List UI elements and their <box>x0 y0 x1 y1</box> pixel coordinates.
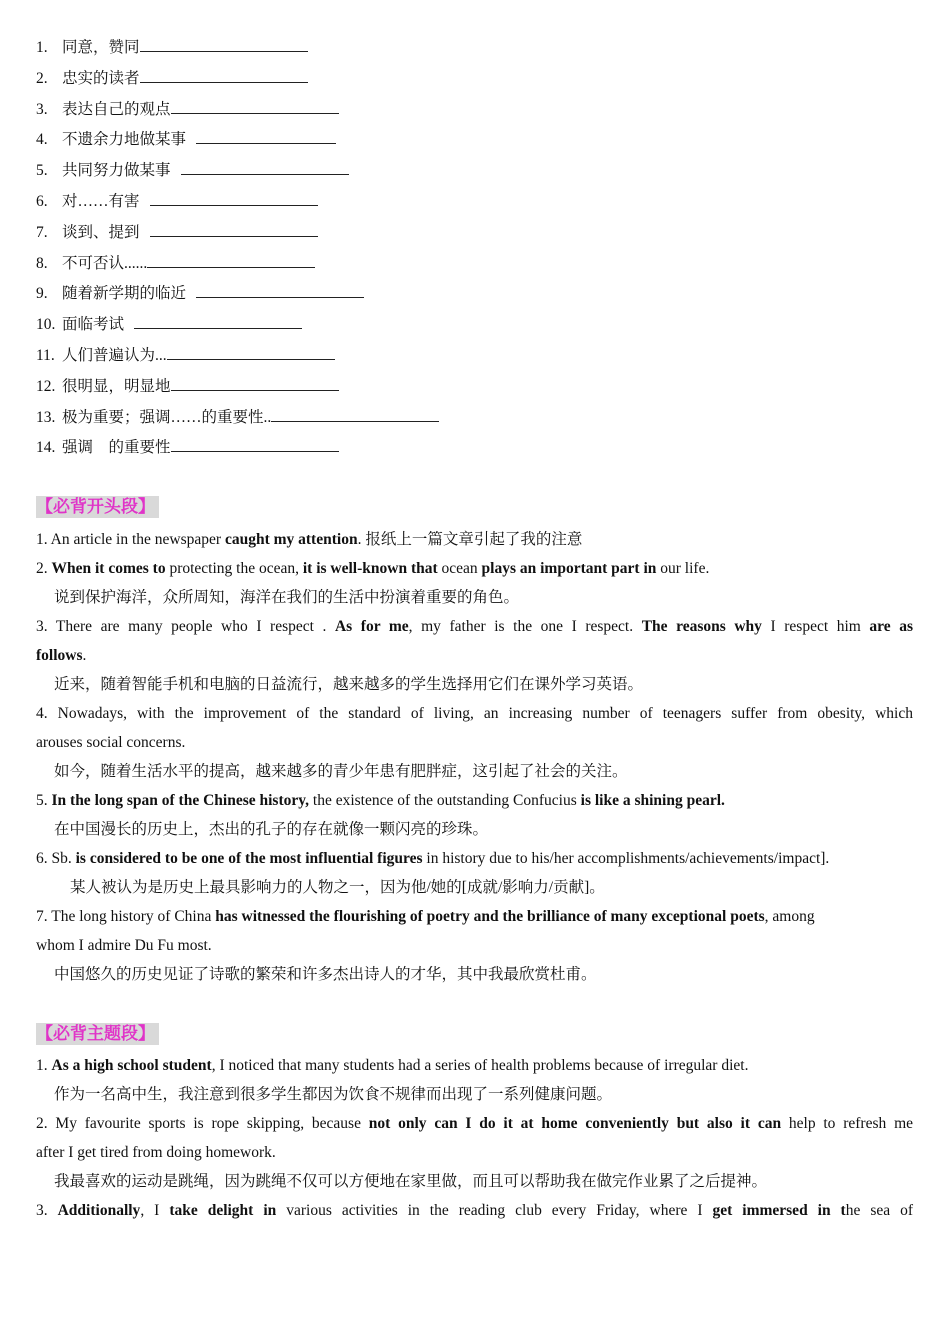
fill-item-prompt: 共同努力做某事 <box>62 162 171 180</box>
fill-item <box>36 376 339 397</box>
opening-sentence-4: 4. Nowadays, with the improvement of the standard of living, an increasing number of teenagers suffer from obesity, which <box>36 705 913 722</box>
fill-item-prompt: 忠实的读者 <box>62 69 140 87</box>
opening-translation-3: 近来，随着智能手机和电脑的日益流行，越来越多的学生选择用它们在课外学习英语。 <box>54 676 644 693</box>
opening-sentence-1: 1. An article in the newspaper caught my attention. 报纸上一篇文章引起了我的注意 <box>36 531 583 548</box>
answer-blank[interactable] <box>196 129 336 144</box>
theme-translation-1: 作为一名高中生，我注意到很多学生都因为饮食不规律而出现了一系列健康问题。 <box>54 1086 613 1103</box>
fill-item-prompt: 同意，赞同 <box>62 39 140 56</box>
fill-item-prompt: 对……有害 <box>62 193 140 210</box>
opening-translation-4: 如今，随着生活水平的提高，越来越多的青少年患有肥胖症，这引起了社会的关注。 <box>54 763 628 780</box>
fill-item-prompt: 强调 的重要性 <box>62 439 171 457</box>
fill-item-prompt: 不遗余力地做某事 <box>62 131 187 149</box>
fill-item-number: 7. <box>36 223 48 241</box>
answer-blank[interactable] <box>140 37 308 52</box>
fill-item <box>36 129 336 150</box>
fill-item-number: 3. <box>36 100 48 118</box>
fill-item-prompt: 极为重要；强调……的重要性.. <box>62 408 272 426</box>
theme-sentence-2: 2. My favourite sports is rope skipping, because not only can I do it at home conveniently but also it can help to refresh me <box>36 1115 913 1132</box>
fill-item-prompt: 表达自己的观点 <box>62 100 171 118</box>
opening-translation-6: 某人被认为是历史上最具影响力的人物之一，因为他/她的[成就/影响力/贡献]。 <box>70 879 605 896</box>
fill-item-number: 2. <box>36 69 48 87</box>
answer-blank[interactable] <box>181 160 349 175</box>
fill-item <box>36 99 339 120</box>
answer-blank[interactable] <box>171 437 339 452</box>
fill-item <box>36 345 335 366</box>
fill-item <box>36 160 349 181</box>
answer-blank[interactable] <box>171 376 339 391</box>
opening-sentence-4-cont: arouses social concerns. <box>36 734 186 751</box>
fill-item-prompt: 不可否认...... <box>62 254 148 272</box>
fill-item-number: 4. <box>36 131 48 149</box>
fill-item <box>36 68 308 89</box>
section-heading-theme: 【必背主题段】 <box>36 1023 159 1045</box>
section-heading-opening: 【必背开头段】 <box>36 496 159 518</box>
fill-item-number: 10. <box>36 316 56 334</box>
answer-blank[interactable] <box>147 253 315 268</box>
fill-item <box>36 407 439 428</box>
opening-sentence-5: 5. In the long span of the Chinese history, the existence of the outstanding Confucius is like a shining pearl. <box>36 792 725 809</box>
fill-item-prompt: 很明显，明显地 <box>62 377 171 395</box>
fill-item-number: 5. <box>36 162 48 180</box>
opening-sentence-3-cont: follows. <box>36 647 87 664</box>
answer-blank[interactable] <box>171 99 339 114</box>
fill-item-number: 14. <box>36 439 56 457</box>
opening-sentence-6: 6. Sb. is considered to be one of the most influential figures in history due to his/her accomplishments/achievements/impact]. <box>36 850 830 867</box>
theme-translation-2: 我最喜欢的运动是跳绳，因为跳绳不仅可以方便地在家里做，而且可以帮助我在做完作业累了之后提神。 <box>54 1173 768 1190</box>
fill-item-number: 11. <box>36 347 55 364</box>
fill-item-number: 8. <box>36 254 48 272</box>
fill-item-number: 9. <box>36 285 48 303</box>
theme-sentence-3: 3. Additionally, I take delight in various activities in the reading club every Friday, where I get immersed in the sea of <box>36 1202 914 1219</box>
theme-sentence-1: 1. As a high school student, I noticed that many students had a series of health problems because of irregular diet. <box>36 1057 749 1074</box>
fill-item <box>36 283 364 304</box>
fill-item-number: 12. <box>36 377 56 395</box>
theme-sentence-2-cont: after I get tired from doing homework. <box>36 1144 276 1161</box>
answer-blank[interactable] <box>134 314 302 329</box>
opening-sentence-2: 2. When it comes to protecting the ocean, it is well-known that ocean plays an important part in our life. <box>36 560 710 577</box>
fill-item-prompt: 谈到、提到 <box>62 223 140 241</box>
opening-translation-2: 说到保护海洋，众所周知，海洋在我们的生活中扮演着重要的角色。 <box>54 589 520 606</box>
fill-item <box>36 222 318 243</box>
fill-item <box>36 314 302 335</box>
fill-item-number: 6. <box>36 193 48 210</box>
opening-sentence-3: 3. There are many people who I respect . As for me, my father is the one I respect. The reasons why I respect him are as <box>36 618 914 635</box>
opening-sentence-7-cont: whom I admire Du Fu most. <box>36 937 212 954</box>
fill-item-prompt: 随着新学期的临近 <box>62 285 187 303</box>
opening-translation-7: 中国悠久的历史见证了诗歌的繁荣和许多杰出诗人的才华，其中我最欣赏杜甫。 <box>54 966 597 983</box>
answer-blank[interactable] <box>150 222 318 237</box>
fill-item-number: 1. <box>36 39 48 56</box>
opening-sentence-7: 7. The long history of China has witnessed the flourishing of poetry and the brilliance of many exceptional poets, among <box>36 908 815 925</box>
fill-item <box>36 437 339 458</box>
fill-item <box>36 191 318 212</box>
fill-item-number: 13. <box>36 408 56 426</box>
fill-item <box>36 253 315 274</box>
answer-blank[interactable] <box>167 345 335 360</box>
answer-blank[interactable] <box>140 68 308 83</box>
fill-item-prompt: 人们普遍认为... <box>62 347 167 364</box>
opening-translation-5: 在中国漫长的历史上，杰出的孔子的存在就像一颗闪亮的珍珠。 <box>54 821 489 838</box>
fill-item-prompt: 面临考试 <box>62 316 125 334</box>
answer-blank[interactable] <box>150 191 318 206</box>
fill-item <box>36 37 308 58</box>
answer-blank[interactable] <box>271 407 439 422</box>
answer-blank[interactable] <box>196 283 364 298</box>
